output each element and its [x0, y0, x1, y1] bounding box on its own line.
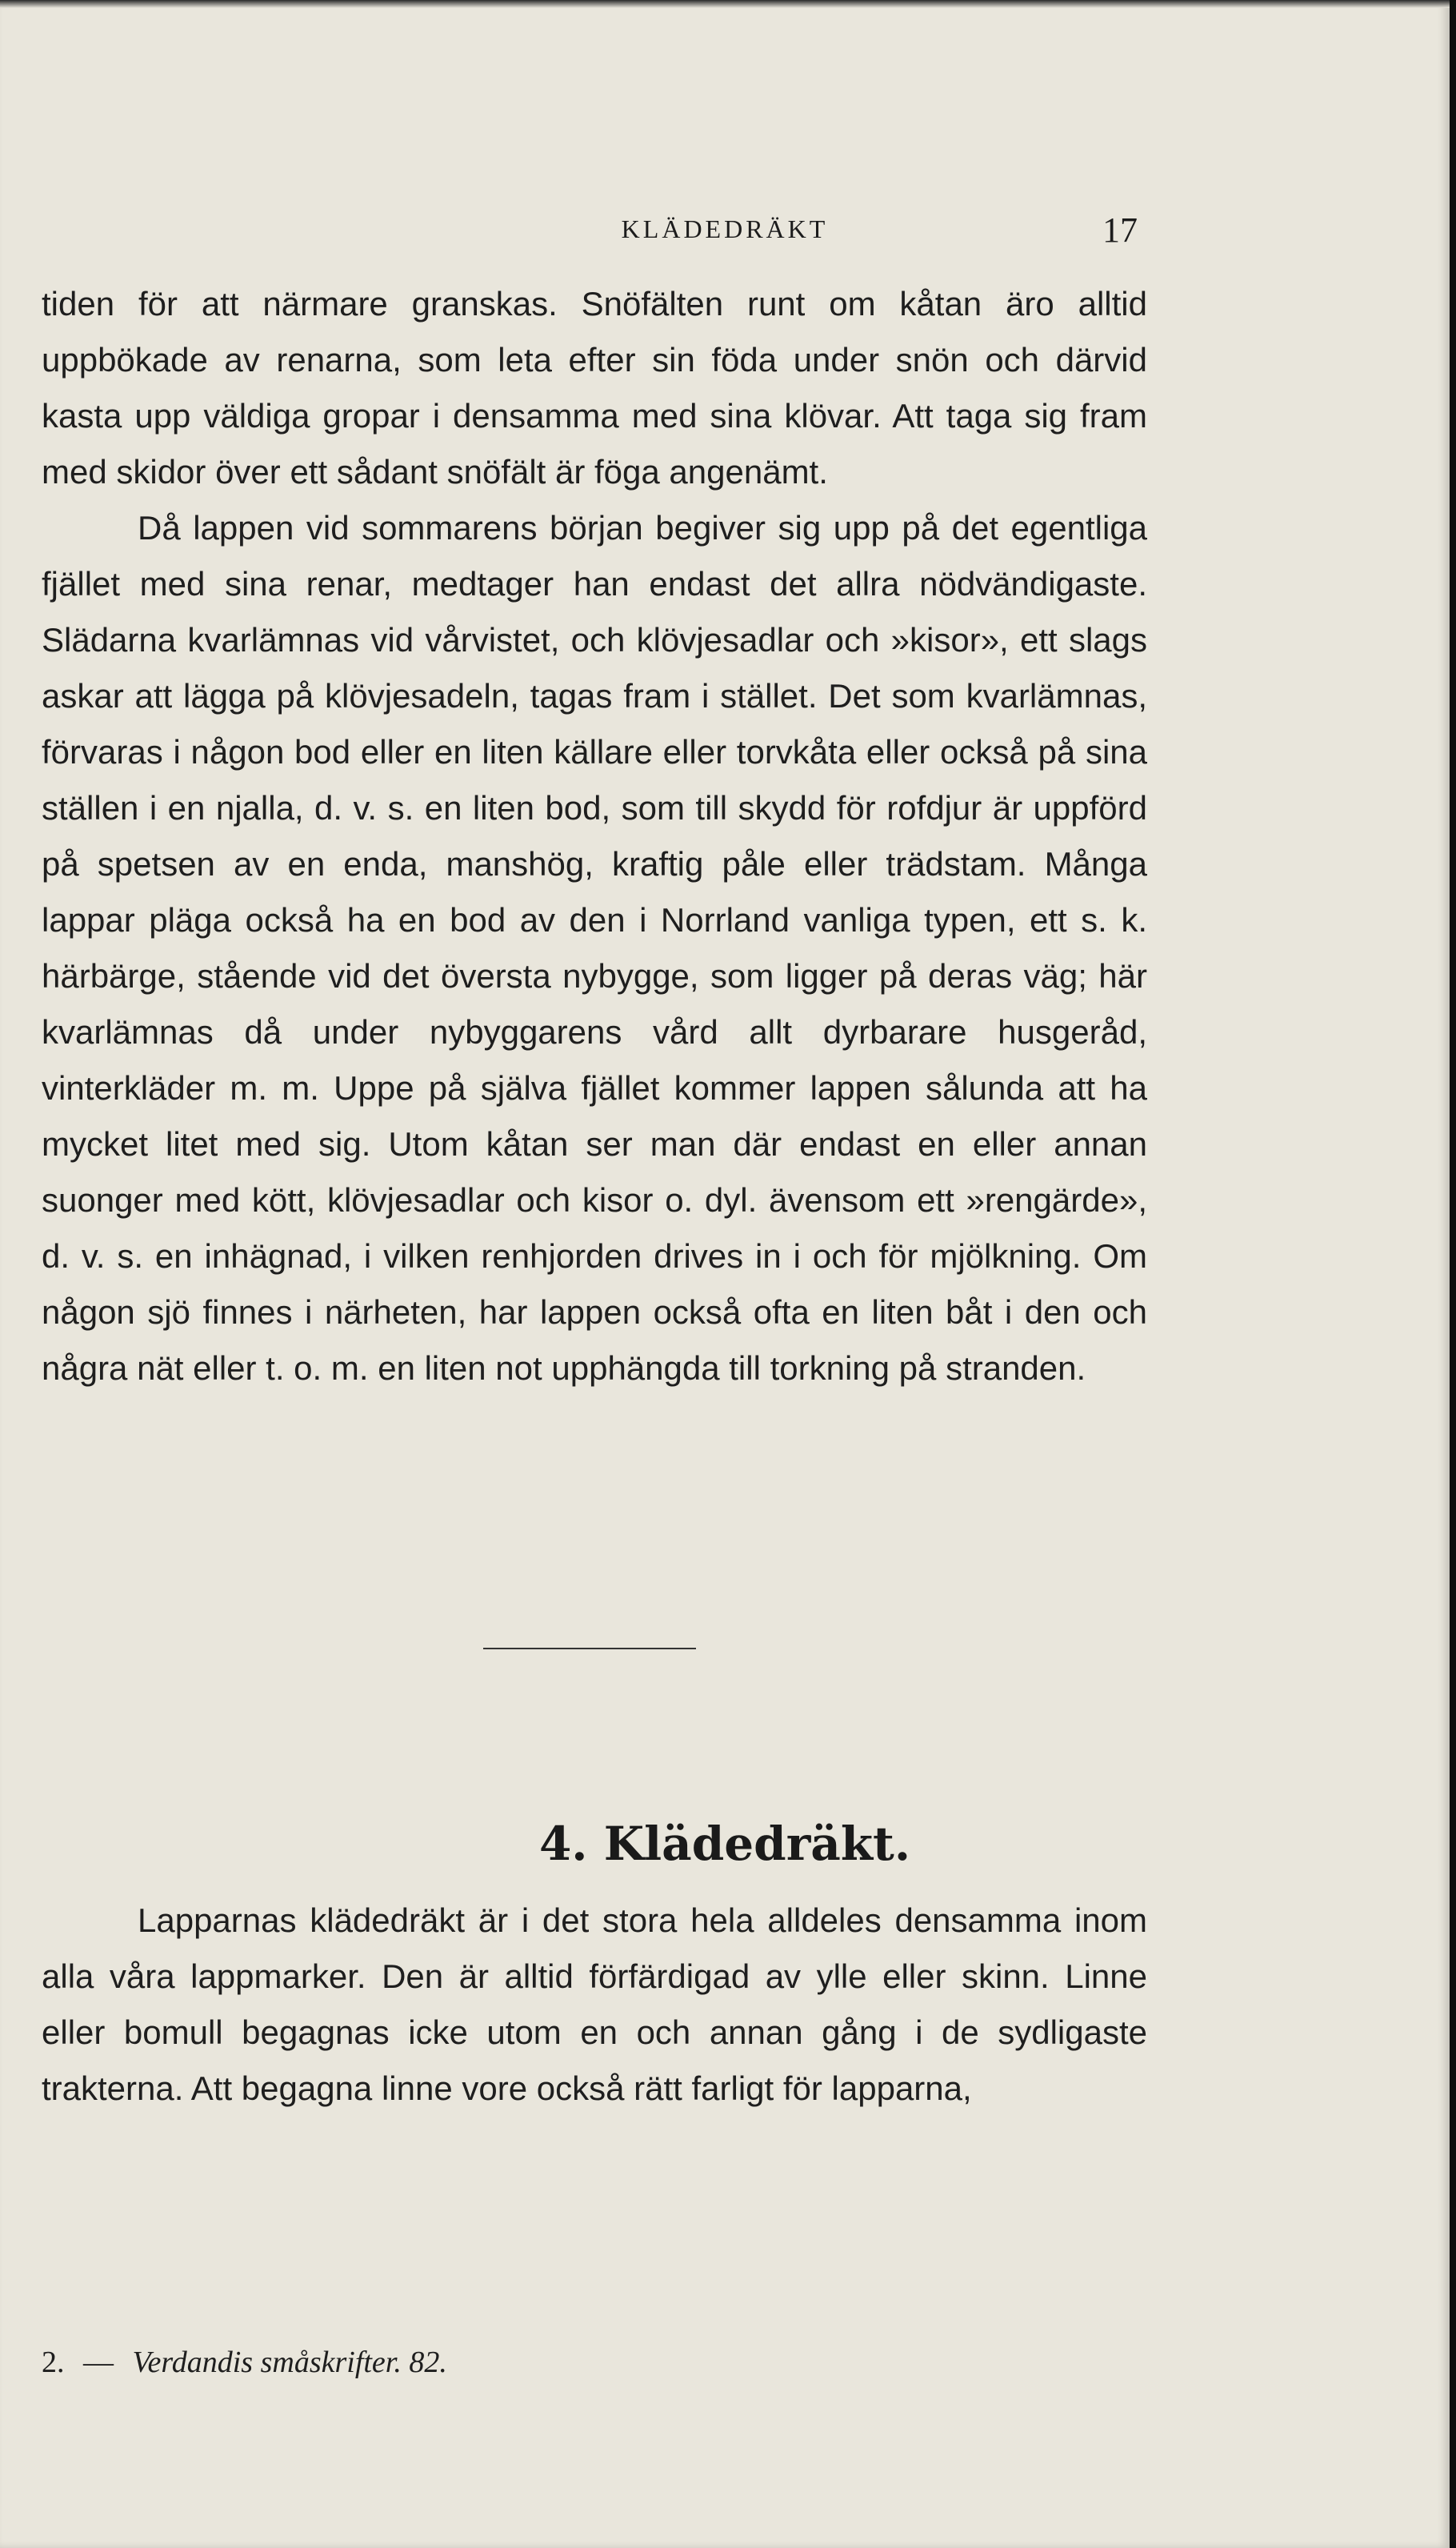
page-footer	[42, 2345, 447, 2380]
series-number: 82.	[409, 2346, 447, 2379]
page-header	[0, 210, 1450, 258]
section-text	[42, 1893, 1147, 2117]
scan-edge	[1450, 0, 1456, 2548]
section-paragraph-1: Lapparnas klädedräkt är i det stora hela alldeles densamma inom alla våra lappmarker. Den är alltid förfärdigad av ylle eller skinn. Linne eller bomull begagnas icke utom en och annan gång i de sydligaste trakterna. Att begagna linne vore också rätt farligt för lapparna,	[42, 1901, 1147, 2107]
body-paragraph-1: tiden för att närmare granskas. Snöfälten runt om kåtan äro alltid uppbökade av renarna, som leta efter sin föda under snön och därvid kasta upp väldiga gropar i densamma med sina klövar. Att taga sig fram med skidor över ett sådant snöfält är föga angenämt.	[42, 285, 1147, 491]
section-divider	[483, 1648, 696, 1649]
body-text	[42, 276, 1147, 1396]
body-paragraph-2: Då lappen vid sommarens början begiver sig upp på det egentliga fjället med sina renar, medtager han endast det allra nödvändigaste. Slädarna kvarlämnas vid vårvistet, och klövjesadlar och »kisor», ett slags askar att lägga på klövjesadeln, tagas fram i stället. Det som kvarlämnas, förvaras i någon bod eller en liten källare eller torvkåta eller också på sina ställen i en njalla, d. v. s. en liten bod, som till skydd för rofdjur är uppförd på spetsen av en enda, manshög, kraftig påle eller trädstam. Många lappar pläga också ha en bod av den i Norrland vanliga typen, ett s. k. härbärge, stående vid det översta nybygge, som ligger på deras väg; här kvarlämnas då under nybyggarens vård allt dyrbarare husgeråd, vinterkläder m. m. Uppe på själva fjället kommer lappen sålunda att ha mycket litet med sig. Utom kåtan ser man där endast en eller annan suonger med kött, klövjesadlar och kisor o. dyl. ävensom ett »rengärde», d. v. s. en inhägnad, i vilken renhjorden drives in i och för mjölkning. Om någon sjö finnes i närheten, har lappen också ofta en liten båt i den och några nät eller t. o. m. en liten not upphängda till torkning på stranden.	[42, 509, 1147, 1387]
page-top-edge	[0, 0, 1450, 8]
series-title: Verdandis småskrifter.	[132, 2346, 402, 2379]
signature-mark: 2.	[42, 2346, 65, 2379]
footer-dash: —	[83, 2346, 114, 2379]
section-heading: 4. Klädedräkt.	[538, 1817, 911, 1871]
running-head: KLÄDEDRÄKT	[621, 214, 829, 243]
page-number: 17	[1102, 210, 1138, 250]
